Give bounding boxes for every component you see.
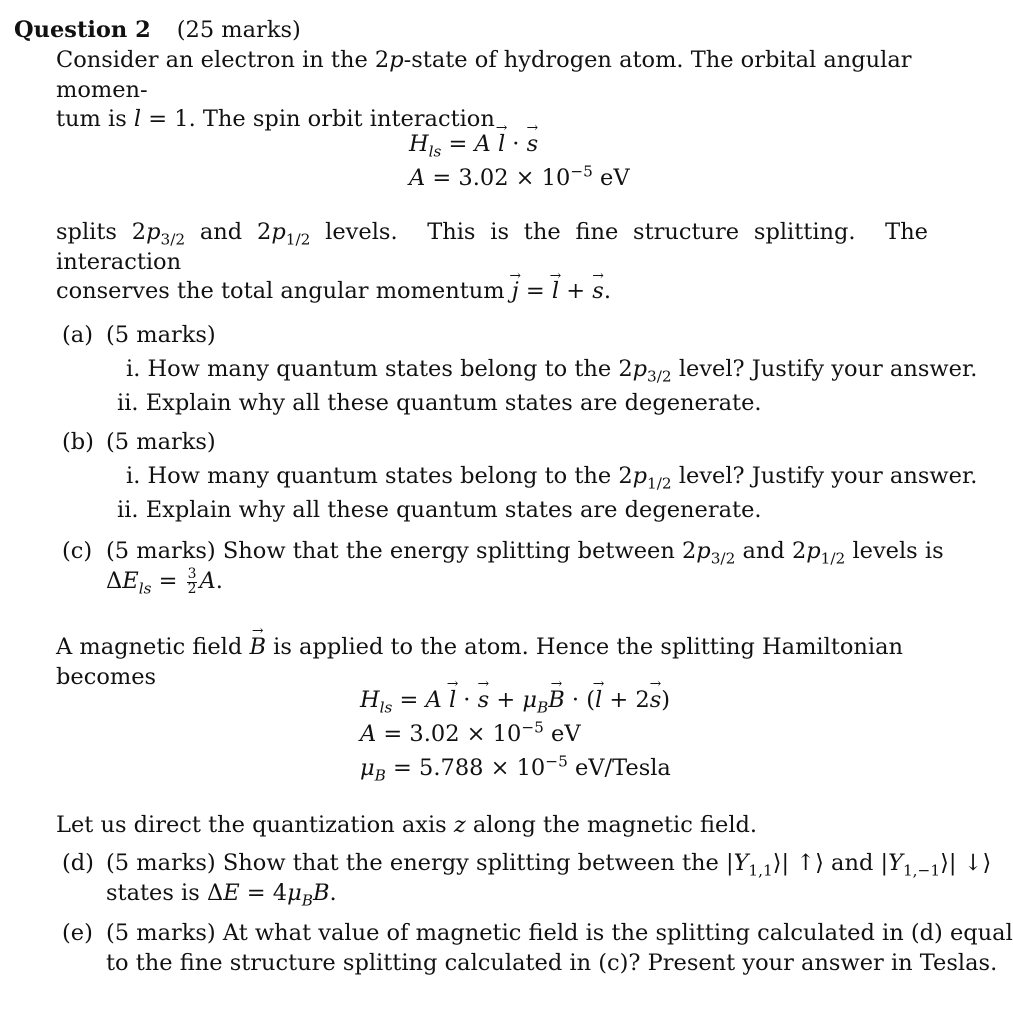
part-a-item-i: i. How many quantum states belong to the $2p_{3/2}$ level? Justify your answer. bbox=[126, 356, 978, 386]
part-a-item-ii bbox=[117, 389, 762, 419]
part-a-item-ii-text: Explain why all these quantum states are degenerate. bbox=[145, 390, 762, 416]
three-halves-fraction: $\frac{3}{2}$ bbox=[187, 565, 197, 597]
hamiltonian-row: $H_{ls} = A \to l$ · → s bbox=[409, 130, 630, 164]
a-unit: eV bbox=[600, 165, 630, 191]
splits-line-2: conserves the total angular momentum → j = → l + → s. bbox=[56, 277, 928, 307]
a-coefficient: 3.02 × 10 bbox=[458, 165, 571, 191]
bohr-magneton-row: $\mu_B = 5.788 \times 10^{-5}$ eV/Tesla bbox=[360, 752, 671, 785]
question-number: Question 2 bbox=[14, 17, 151, 43]
fine-structure-paragraph bbox=[56, 218, 928, 307]
part-b-marks: (5 marks) bbox=[106, 429, 216, 455]
mu-exponent: −5 bbox=[545, 752, 568, 771]
part-e-line-2: to the fine structure splitting calculated in (c)? Present your answer in Teslas. bbox=[106, 950, 998, 976]
part-b-item-ii-text: Explain why all these quantum states are degenerate. bbox=[145, 497, 762, 523]
part-e-label: (e) bbox=[62, 920, 93, 946]
zeeman-equation bbox=[360, 686, 671, 788]
a-exponent: −5 bbox=[570, 162, 593, 181]
part-c: (c) (5 marks) Show that the energy splitting between $2p_{3/2}$ and $2p_{1/2}$ levels is bbox=[62, 538, 944, 568]
zeeman-a-exponent: −5 bbox=[521, 718, 544, 737]
part-b bbox=[62, 428, 216, 458]
part-e-line-1: At what value of magnetic field is the splitting calculated in (d) equal bbox=[222, 920, 1013, 946]
mu-coefficient: 5.788 × 10 bbox=[419, 755, 546, 781]
zeeman-a-coefficient: 3.02 × 10 bbox=[409, 721, 522, 747]
part-a bbox=[62, 321, 216, 351]
a-value-row: $A = 3.02 \times 10^{-5}$ eV bbox=[409, 162, 630, 191]
part-b-item-ii-num: ii. bbox=[117, 497, 139, 523]
zeeman-hamiltonian-row: $H_{ls} = A \to l$ · → $s + \mu_B\to B$ · (→ l + 2→ s) bbox=[360, 686, 671, 720]
part-d-label: (d) bbox=[62, 850, 94, 876]
intro-line-1: Consider an electron in the 2p-state of hydrogen atom. The orbital angular momen- bbox=[56, 47, 912, 103]
mu-unit: eV/Tesla bbox=[574, 755, 671, 781]
part-c-formula: $\Delta E_{ls}$ = $\frac{3}{2}$ A. bbox=[106, 565, 223, 598]
part-a-label: (a) bbox=[62, 322, 93, 348]
zeeman-a-row: $A = 3.02 \times 10^{-5}$ eV bbox=[360, 718, 581, 747]
intro-paragraph bbox=[56, 46, 928, 135]
part-a-marks: (5 marks) bbox=[106, 322, 216, 348]
zeeman-a-unit: eV bbox=[551, 721, 581, 747]
part-d-line-2: states is $\Delta E = 4\mu_BB$. bbox=[106, 880, 337, 910]
spin-orbit-equation bbox=[409, 130, 630, 198]
part-b-label: (b) bbox=[62, 429, 94, 455]
intro-line-2: tum is l = 1. The spin orbit interaction bbox=[56, 106, 495, 133]
part-e-marks: (5 marks) bbox=[106, 920, 216, 946]
part-a-item-ii-num: ii. bbox=[117, 390, 139, 416]
part-b-item-i-num: i. bbox=[126, 463, 141, 489]
part-c-label: (c) bbox=[62, 538, 93, 564]
part-b-item-ii bbox=[117, 496, 762, 526]
splits-line-1: splits $2p_{3/2}$ and $2p_{1/2}$ levels. This is the fine structure splitting. The interaction bbox=[56, 219, 928, 275]
part-e bbox=[62, 919, 1013, 949]
question-header bbox=[14, 16, 301, 46]
part-b-item-i: i. How many quantum states belong to the $2p_{1/2}$ level? Justify your answer. bbox=[126, 463, 978, 493]
part-d-marks: (5 marks) bbox=[106, 850, 216, 876]
magnetic-field-intro: A magnetic field → B is applied to the atom. Hence the splitting Hamiltonian becomes bbox=[56, 633, 928, 692]
part-d: (d) (5 marks) Show that the energy splitting between the $|Y_{1,1}⟩|$ ↑⟩ and $|Y_{1,-1}⟩|$ ↓⟩ bbox=[62, 850, 992, 880]
part-a-item-i-num: i. bbox=[126, 356, 141, 382]
part-c-marks: (5 marks) bbox=[106, 538, 216, 564]
question-marks: (25 marks) bbox=[176, 17, 301, 43]
quantization-axis-text: Let us direct the quantization axis z along the magnetic field. bbox=[56, 812, 758, 838]
